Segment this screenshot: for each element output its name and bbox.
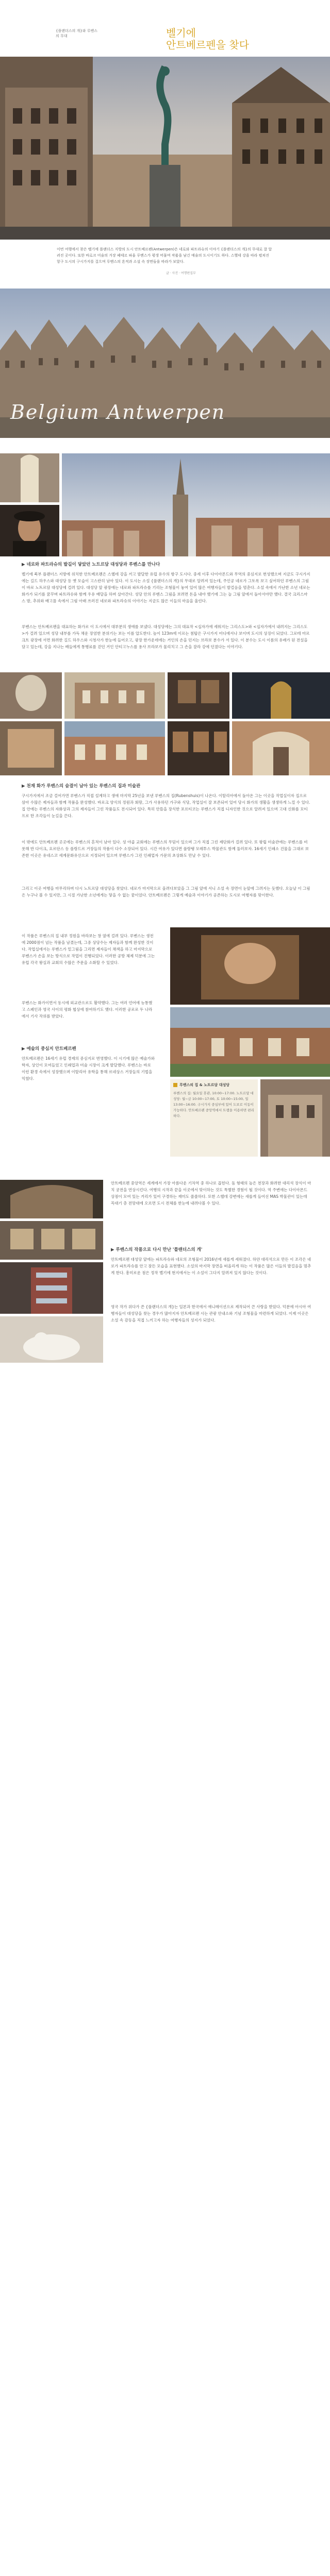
interior-illustration xyxy=(0,453,59,502)
rubens-house-garden-photo xyxy=(170,1007,330,1077)
section2-para3: 그리고 이곳 여행을 마무리하며 다시 노트르담 대성당을 찾았다. 네로가 마지막으로 올려다보았을 그 그림 앞에 서니 소설 속 장면이 눈앞에 그려지는 듯했다. 오늘날 이 그림은 누구나 볼 수 있지만, 그 시절 가난한 소년에게는 닿을 수 없는 꿈이었다. 안트베르펜은 그렇게 예술과 이야기가 공존하는 도시로 여행자를 맞이한다. xyxy=(22,886,310,897)
rubens-house-interior-photo xyxy=(168,672,229,719)
banner-script-text: Belgium Antwerpen xyxy=(10,401,226,423)
rubens-house-courtyard-photo xyxy=(64,672,165,719)
statue2-illustration xyxy=(0,1316,103,1363)
side-para1: 이 작품은 루벤스의 집 내부 정원을 바라보는 창 옆에 걸려 있다. 루벤스는 생전에 2000점이 넘는 작품을 남겼는데, 그중 상당수는 제자들과 함께 완성한 것이다. 작업실에서는 루벤스가 밑그림을 그리면 제자들이 채색을 하고 마지막으로 루벤스가 손을 보는 방식으로 작업이 진행되었다. 이러한 공방 체제 덕분에 그는 유럽 각국 왕실과 교회의 수많은 주문을 소화할 수 있었다. xyxy=(22,934,155,965)
side-para2: 루벤스는 화가이면서 동시에 외교관으로도 활약했다. 그는 여러 언어에 능통했고 스페인과 영국 사이의 평화 협상에 참여하기도 했다. 이러한 공로로 두 나라에서 기사 작위를 받았다. xyxy=(22,1001,153,1019)
gallery-hall-photo xyxy=(168,721,229,775)
rubens-painting-photo xyxy=(170,927,330,1005)
museum-room-photo xyxy=(0,1221,103,1260)
series-label: {플랜더스의 개}와 루벤스의 무대 xyxy=(56,29,97,38)
hero-illustration xyxy=(0,57,330,240)
title-line-2: 안트베르펜을 찾다 xyxy=(166,39,249,51)
section2-title: ▶ 천재 화가 루벤스의 숨결이 남아 있는 루벤스의 집과 미술관 xyxy=(22,784,141,789)
city-skyline-photo xyxy=(62,453,330,556)
room2-illustration xyxy=(0,1221,103,1260)
gallery-illustration xyxy=(168,721,229,775)
section3-intro: 안트베르펜 중앙역은 세계에서 가장 아름다운 기차역 중 하나로 꼽힌다. 돔 형태의 높은 천장과 화려한 대리석 장식이 마치 궁전을 연상시킨다. 여행의 시작과 끝을 이곳에서 맞이하는 것도 특별한 경험이 될 것이다. 역 주변에는 다이아몬드 상점이 모여 있는 거리가 있어 구경하는 재미도 쏠쏠하다. 또한 스헬데 강변에는 새롭게 들어선 MAS 박물관이 있는데 꼭대기 층 전망대에 오르면 도시 전체를 한눈에 내려다볼 수 있다. xyxy=(111,1181,311,1206)
window-illustration xyxy=(232,672,330,719)
courtyard-illustration xyxy=(64,672,165,719)
museum-illustration xyxy=(260,1079,330,1157)
room-illustration xyxy=(168,672,229,719)
section3-para1: 안트베르펜 대성당 앞에는 파트라슈와 네로의 조형물이 2016년에 새롭게 세워졌다. 하얀 대리석으로 만든 이 조각은 네로가 파트라슈를 안고 잠든 모습을 표현했다. 소설의 마지막 장면을 떠올리게 하는 이 작품은 많은 이들의 발걸음을 멈추게 한다. 흥미로운 점은 정작 벨기에 현지에서는 이 소설이 그다지 알려져 있지 않다는 것이다. xyxy=(111,1257,311,1275)
hero-photo-square-statue xyxy=(0,57,330,240)
garden-illustration xyxy=(170,1007,330,1077)
section3-title: ▶ 루벤스의 작품으로 다시 만난 '플랜더스의 개' xyxy=(111,1247,203,1252)
nello-patrasche-statue-photo xyxy=(0,1316,103,1363)
cathedral-interior-photo xyxy=(0,453,59,502)
rubens-self-portrait-photo xyxy=(0,505,59,556)
museum-exterior-photo xyxy=(260,1079,330,1157)
facade-illustration xyxy=(64,721,165,775)
side-title: ▶ 예술의 중심지 안트베르펜 xyxy=(22,1046,76,1052)
painting-detail-photo xyxy=(0,721,62,775)
church-window-photo xyxy=(232,672,330,719)
section2-para1: 구시가지에서 조금 걸어가면 루벤스가 직접 설계하고 생애 마지막 25년을 보낸 루벤스의 집(Rubenshuis)이 나온다. 이탈리아에서 돌아온 그는 이곳을 작업실이자 집으로 삼아 수많은 제자들과 함께 작품을 완성했다. 바로크 양식의 정원과 회랑, 그가 사용하던 가구와 식당, 작업실이 잘 보존되어 있어 당시 화가의 생활을 생생하게 느낄 수 있다. 집 안에는 루벤스의 자화상과 그의 제자들이 그린 작품들도 전시되어 있다. 특히 안뜰을 장식한 포르티코는 루벤스가 직접 디자인한 것으로 알려져 있으며 고대 신화를 모티프로 한 조각들이 눈길을 끈다. xyxy=(22,793,310,818)
section1-para2: 루벤스는 안트베르펜을 대표하는 화가로 이 도시에서 대부분의 생애를 보냈다. 대성당에는 그의 대표작 <십자가에 세워지는 그리스도>와 <십자가에서 내려지는 그리스도>가 걸려 있으며 성당 내부를 가득 채운 장엄한 분위기는 보는 이를 압도한다. 높이 123m에 이르는 첨탑은 구시가지 어디에서나 보이며 도시의 상징이 되었다. 그로테 마르크트 광장에 서면 화려한 길드 하우스와 시청사가 한눈에 들어오고, 광장 한가운데에는 거인의 손을 던지는 브라보 분수가 서 있다. 이 분수는 도시 이름의 유래가 된 전설을 담고 있는데, 강을 지나는 배들에게 통행료를 걷던 거인 안티고누스를 용사 브라보가 물리치고 그 손을 잘라 강에 던졌다는 이야기다. xyxy=(22,624,310,649)
garden-portico-photo xyxy=(232,721,330,775)
info-box xyxy=(170,1079,258,1157)
intro-credit: 글 · 사진 · 여행편집부 xyxy=(166,272,196,275)
title-line-1: 벨기에 xyxy=(166,27,196,39)
section3-para2: 영국 작가 위다가 쓴 {플랜더스의 개}는 일본과 한국에서 애니메이션으로 제작되어 큰 사랑을 받았다. 덕분에 아시아 여행자들이 대성당을 찾는 경우가 많아지자 안트베르펜 시는 관광 안내소와 기념 조형물을 마련하게 되었다. 이제 이곳은 소설 속 감동을 직접 느끼고자 하는 여행자들의 성지가 되었다. xyxy=(111,1304,311,1323)
side-para3: 안트베르펜은 16세기 유럽 경제의 중심지로 번영했다. 이 시기에 많은 예술가와 학자, 상인이 모여들었고 인쇄업과 미술 시장이 크게 발달했다. 루벤스는 바로 이런 환경 속에서 성장했으며 이탈리아 유학을 통해 르네상스 거장들의 기법을 익혔다. xyxy=(22,1056,155,1081)
station-illustration xyxy=(0,1180,103,1218)
painting-scene-illustration xyxy=(170,927,330,1005)
mas-illustration xyxy=(0,1262,103,1314)
info-square-icon xyxy=(173,1083,177,1087)
skyline-illustration xyxy=(62,453,330,556)
statue-detail-photo xyxy=(0,672,62,719)
section1-title: ▶ 네로와 파트라슈의 발길이 닿았던 노트르담 대성당과 루벤스를 만나다 xyxy=(22,562,160,567)
rubens-house-facade-photo xyxy=(64,721,165,775)
info-box-text: 루벤스의 집: 월요일 휴관, 10:00~17:00. 노트르담 대성당: 월~금 10:00~17:00, 토 10:00~15:00, 일 13:00~16:00. 구시가지 중심부에 있어 도보로 이동이 가능하다. 안트베르펜 중앙역에서 트램을 이용하면 편리하다. xyxy=(173,1091,254,1118)
intro-text: 이번 여행에서 찾은 벨기에 플랜더스 지방의 도시 안트베르펜(Antwerpen)은 네로와 파트라슈의 이야기 {플랜더스의 개}의 무대로 잘 알려진 곳이다. 또한 바로크 미술의 거장 페테르 파울 루벤스가 평생 머물며 작품을 남긴 예술의 도시이기도 하다. 스헬데 강을 따라 펼쳐진 항구 도시의 구시가지를 걸으며 루벤스의 흔적과 소설 속 장면들을 따라가 보았다. xyxy=(57,247,272,264)
section2-para2: 이 밖에도 안트베르펜 곳곳에는 루벤스의 흔적이 남아 있다. 성 야곱 교회에는 루벤스의 무덤이 있으며 그가 직접 그린 제단화가 걸려 있다. 또 왕립 미술관에는 루벤스를 비롯해 반 다이크, 요르단스 등 플랑드르 거장들의 작품이 다수 소장되어 있다. 시간 여유가 있다면 플랑탱 모레투스 박물관도 함께 둘러보자. 16세기 인쇄소 건물을 그대로 보존한 이곳은 유네스코 세계문화유산으로 지정되어 있으며 루벤스가 그린 인쇄업자 가문의 초상화도 만날 수 있다. xyxy=(22,840,309,858)
section1-para1: 벨기에 북부 플랜더스 지방에 위치한 안트베르펜은 스헬데 강을 끼고 발달한 유럽 유수의 항구 도시다. 중세 이후 다이아몬드와 무역의 중심지로 번성했으며 지금도 구시가지에는 길드 하우스와 대성당 등 옛 모습이 고스란히 남아 있다. 이 도시는 소설 {플랜더스의 개}의 무대로 알려져 있는데, 주인공 네로가 그토록 보고 싶어하던 루벤스의 그림이 바로 노트르담 대성당에 걸려 있다. 대성당 앞 광장에는 네로와 파트라슈를 기리는 조형물이 놓여 있어 많은 여행자들이 발걸음을 멈춘다. 소설 속에서 가난한 소년 네로는 화가가 되기를 꿈꾸며 파트라슈와 함께 우유 배달을 하며 살아간다. 성당 안의 루벤스 그림을 보려면 돈을 내야 했기에 그는 늘 그림 앞에서 돌아서야만 했다. 결국 크리스마스 밤, 추위와 배고픔 속에서 그림 아래 쓰러진 네로와 파트라슈의 이야기는 지금도 많은 이들의 마음을 울린다. xyxy=(22,572,310,603)
portico-illustration xyxy=(232,721,330,775)
station-hall-photo xyxy=(0,1180,103,1218)
painting-illustration xyxy=(0,721,62,775)
statue-illustration xyxy=(0,672,62,719)
mas-museum-photo xyxy=(0,1262,103,1314)
info-box-title: 루벤스의 집 & 노트르담 대성당 xyxy=(179,1083,229,1087)
panorama-photo xyxy=(0,289,330,438)
portrait-illustration xyxy=(0,505,59,556)
